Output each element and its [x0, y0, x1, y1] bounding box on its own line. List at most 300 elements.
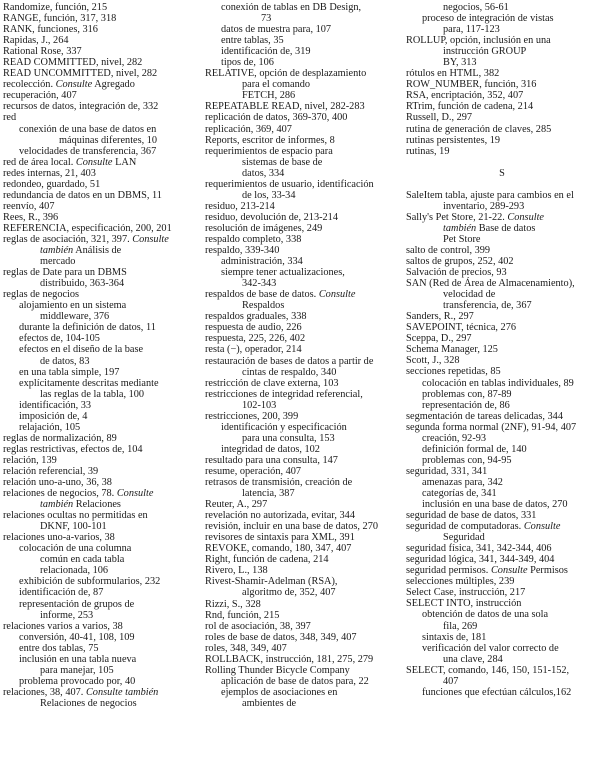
index-entry [205, 112, 403, 123]
index-entry [406, 654, 598, 665]
entry-text: identificación y especificación [221, 421, 347, 433]
index-entry [406, 333, 598, 344]
index-entry [406, 466, 598, 477]
index-entry [3, 621, 203, 632]
index-entry [406, 355, 598, 366]
entry-cross-reference: Consulte [507, 211, 545, 223]
index-entry [406, 521, 598, 532]
entry-text: respaldos graduales, 338 [205, 311, 307, 323]
index-entry [205, 245, 403, 256]
entry-text: una clave, 284 [443, 653, 503, 665]
index-entry [406, 665, 598, 676]
index-entry [3, 234, 203, 245]
entry-text: relación uno-a-uno, 36, 38 [3, 477, 112, 489]
index-entry [205, 444, 403, 455]
entry-text: redes internas, 21, 403 [3, 167, 96, 179]
index-entry [205, 676, 403, 687]
entry-cross-reference: Consulte [75, 156, 113, 168]
index-entry [406, 609, 598, 620]
entry-text: Right, función de cadena, 214 [205, 554, 329, 566]
index-entry [406, 532, 598, 543]
entry-text: durante la definición de datos, 11 [19, 322, 156, 334]
entry-text: requerimientos de espacio para [205, 145, 333, 157]
index-entry [406, 389, 598, 400]
index-entry [3, 112, 203, 123]
entry-text: roles, 348, 349, 407 [205, 642, 287, 654]
entry-text: explícitamente descritas mediante [19, 377, 159, 389]
entry-text: ROW_NUMBER, función, 316 [406, 79, 537, 91]
index-entry [3, 554, 203, 565]
entry-text: integridad de datos, 102 [221, 443, 320, 455]
index-entry [3, 212, 203, 223]
index-entry [406, 488, 598, 499]
index-entry [205, 46, 403, 57]
index-entry [205, 101, 403, 112]
entry-text: RTrim, función de cadena, 214 [406, 101, 534, 113]
entry-text: RANK, funciones, 316 [3, 24, 98, 36]
entry-text: saltos de grupos, 252, 402 [406, 255, 514, 267]
entry-reference-target: Agregado [92, 79, 135, 91]
entry-text: Relaciones de negocios [40, 697, 137, 709]
index-entry [3, 168, 203, 179]
index-entry [406, 422, 598, 433]
entry-text: respuesta, 225, 226, 402 [205, 333, 306, 345]
index-entry [205, 665, 403, 676]
entry-text: Seguridad [443, 532, 485, 544]
index-entry [3, 378, 203, 389]
entry-text: 407 [443, 675, 459, 687]
entry-text: rol de asociación, 38, 397 [205, 620, 311, 632]
entry-text: problema provocado por, 40 [19, 675, 136, 687]
index-entry [406, 400, 598, 411]
entry-text: transferencia, de, 367 [443, 300, 532, 312]
index-entry [205, 378, 403, 389]
entry-text: restricciones, 200, 399 [205, 410, 299, 422]
entry-text: conversión, 40-41, 108, 109 [19, 631, 135, 643]
entry-text: red de área local. [3, 156, 76, 168]
index-entry [205, 698, 403, 709]
entry-text: para manejar, 105 [40, 664, 114, 676]
entry-text: rótulos en HTML, 382 [406, 68, 500, 80]
index-entry [3, 422, 203, 433]
entry-cross-reference: Consulte [318, 289, 356, 301]
entry-text: ROLLUP, opción, inclusión en una [406, 35, 551, 47]
entry-text: Rivero, L., 138 [205, 565, 268, 577]
entry-text: las reglas de la tabla, 100 [40, 388, 145, 400]
entry-reference-target: LAN [112, 156, 137, 168]
index-entry [406, 598, 598, 609]
entry-text: identificación de, 319 [221, 46, 311, 58]
index-entry [406, 632, 598, 643]
entry-text: efectos de, 104-105 [19, 333, 100, 345]
index-entry [406, 576, 598, 587]
entry-text: SAVEPOINT, técnica, 276 [406, 322, 517, 334]
index-entry [3, 333, 203, 344]
entry-text: velocidad de [443, 289, 496, 301]
entry-text: para el comando [242, 79, 311, 91]
entry-text: seguridad, 331, 341 [406, 465, 488, 477]
entry-text: REFERENCIA, especificación, 200, 201 [3, 222, 172, 234]
entry-text: FETCH, 286 [242, 90, 296, 102]
entry-text: informe, 253 [40, 609, 94, 621]
index-entry [205, 333, 403, 344]
entry-text: sistemas de base de [242, 156, 323, 168]
index-entry [3, 654, 203, 665]
index-entry [205, 179, 403, 190]
entry-text: problemas con, 87-89 [422, 388, 512, 400]
entry-text: revisión, incluir en una base de datos, 270 [205, 521, 379, 533]
index-entry [205, 687, 403, 698]
index-entry [3, 300, 203, 311]
index-column-1 [3, 2, 203, 709]
entry-text: SELECT, comando, 146, 150, 151-152, [406, 664, 570, 676]
entry-text: Rizzi, S., 328 [205, 598, 261, 610]
entry-text: ROLLBACK, instrucción, 181, 275, 279 [205, 653, 374, 665]
entry-text: residuo, devolución de, 213-214 [205, 211, 338, 223]
index-entry [205, 422, 403, 433]
section-letter: S [499, 167, 505, 179]
index-entry [406, 322, 598, 333]
index-entry [406, 24, 598, 35]
entry-text: instrucción GROUP [443, 46, 527, 58]
entry-text: READ COMMITTED, nivel, 282 [3, 57, 143, 69]
index-entry [205, 300, 403, 311]
entry-text: entre dos tablas, 75 [19, 642, 99, 654]
entry-text: exhibición de subformularios, 232 [19, 576, 161, 588]
entry-text: ambientes de [242, 697, 297, 709]
index-entry [205, 565, 403, 576]
index-entry [406, 366, 598, 377]
index-entry [406, 68, 598, 79]
index-entry [205, 632, 403, 643]
index-entry [205, 68, 403, 79]
entry-text: SAN (Red de Área de Almacenamiento), [406, 278, 575, 290]
entry-text: proceso de integración de vistas [422, 13, 554, 25]
index-entry [3, 477, 203, 488]
entry-text: seguridad permisos. [406, 565, 491, 577]
entry-text: REPEATABLE READ, nivel, 282-283 [205, 101, 365, 113]
entry-text: de datos, 83 [40, 355, 90, 367]
entry-text: problemas con, 94-95 [422, 454, 512, 466]
index-entry [406, 587, 598, 598]
index-entry [205, 521, 403, 532]
index-entry [406, 289, 598, 300]
index-entry [3, 576, 203, 587]
index-entry [406, 245, 598, 256]
index-entry [205, 477, 403, 488]
entry-text: Rees, R., 396 [3, 211, 59, 223]
index-entry [205, 311, 403, 322]
entry-text: READ UNCOMMITTED, nivel, 282 [3, 68, 158, 80]
index-entry [3, 267, 203, 278]
entry-reference-target: Análisis de [73, 245, 122, 257]
entry-text: Reports, escritor de informes, 8 [205, 134, 335, 146]
entry-text: REVOKE, comando, 180, 347, 407 [205, 543, 352, 555]
entry-cross-reference: también [40, 245, 74, 257]
entry-text: inclusión en una tabla nueva [19, 653, 137, 665]
index-entry [205, 643, 403, 654]
entry-cross-reference: también [443, 222, 477, 234]
entry-text: Rapidas, J., 264 [3, 35, 69, 47]
index-entry [3, 610, 203, 621]
entry-text: representación de grupos de [19, 598, 135, 610]
index-entry [3, 278, 203, 289]
entry-text: relación, 139 [3, 454, 57, 466]
index-entry [3, 157, 203, 168]
index-entry [205, 90, 403, 101]
entry-cross-reference: Consulte también [85, 686, 159, 698]
index-entry [205, 510, 403, 521]
entry-text: Sally's Pet Store, 21-22. [406, 211, 508, 223]
entry-text: relación referencial, 39 [3, 465, 99, 477]
entry-text: distribuido, 363-364 [40, 278, 125, 290]
entry-text: Pet Store [443, 233, 481, 245]
entry-text: relaciones ocultas no permitidas en [3, 510, 148, 522]
index-entry [406, 223, 598, 234]
index-entry [205, 411, 403, 422]
entry-text: selecciones múltiples, 239 [406, 576, 515, 588]
index-entry [3, 389, 203, 400]
entry-text: replicación, 369, 407 [205, 123, 292, 135]
index-entry [205, 223, 403, 234]
entry-text: respaldo, 339-340 [205, 245, 280, 257]
index-entry [3, 444, 203, 455]
entry-text: recolección. [3, 79, 56, 91]
entry-text: conexión de una base de datos en [19, 123, 157, 135]
entry-text: Russell, D., 297 [406, 112, 473, 124]
entry-text: RANGE, función, 317, 318 [3, 13, 117, 25]
index-entry [205, 543, 403, 554]
index-entry [3, 68, 203, 79]
entry-text: Rational Rose, 337 [3, 46, 82, 58]
index-entry [205, 79, 403, 90]
entry-cross-reference: también [40, 499, 74, 511]
entry-text: colocación de una columna [19, 543, 132, 555]
entry-text: de los, 33-34 [242, 189, 296, 201]
entry-text: algoritmo de, 352, 407 [242, 587, 336, 599]
index-entry [205, 400, 403, 411]
entry-text: relaciones uno-a-varios, 38 [3, 532, 115, 544]
entry-text: relajación, 105 [19, 421, 81, 433]
entry-text: verificación del valor correcto de [422, 642, 559, 654]
index-entry [205, 35, 403, 46]
index-entry [205, 57, 403, 68]
index-entry [406, 687, 598, 698]
entry-text: reglas de normalización, 89 [3, 432, 117, 444]
entry-cross-reference: Consulte [523, 521, 561, 533]
index-entry [3, 35, 203, 46]
index-entry [205, 278, 403, 289]
index-entry [205, 389, 403, 400]
entry-text: rutinas persistentes, 19 [406, 134, 501, 146]
index-entry [406, 433, 598, 444]
entry-reference-target: Base de datos [476, 222, 536, 234]
index-entry [406, 676, 598, 687]
index-entry [205, 367, 403, 378]
entry-text: máquinas diferentes, 10 [59, 134, 158, 146]
entry-text: SELECT INTO, instrucción [406, 598, 522, 610]
index-entry [406, 455, 598, 466]
entry-text: Salvación de precios, 93 [406, 267, 507, 279]
index-entry [3, 57, 203, 68]
entry-text: seguridad de computadoras. [406, 521, 524, 533]
entry-text: red [3, 112, 17, 124]
entry-text: identificación, 33 [19, 399, 92, 411]
entry-text: relaciones varios a varios, 38 [3, 620, 123, 632]
index-entry [3, 24, 203, 35]
entry-text: restricción de clave externa, 103 [205, 377, 339, 389]
index-entry [406, 46, 598, 57]
entry-text: respaldo completo, 338 [205, 233, 302, 245]
entry-text: revisores de sintaxis para XML, 391 [205, 532, 355, 544]
entry-text: Rolling Thunder Bicycle Company [205, 664, 350, 676]
entry-cross-reference: Consulte [132, 233, 169, 245]
entry-text: seguridad lógica, 341, 344-349, 404 [406, 554, 555, 566]
index-entry [406, 278, 598, 289]
index-column-3 [406, 2, 598, 698]
entry-text: relaciones de negocios, 78. [3, 488, 117, 500]
index-entry [406, 554, 598, 565]
entry-text: alojamiento en un sistema [19, 300, 127, 312]
index-entry [406, 79, 598, 90]
entry-text: inclusión en una base de datos, 270 [422, 499, 568, 511]
entry-reference-target: Permisos [527, 565, 568, 577]
entry-text: cintas de respaldo, 340 [242, 366, 337, 378]
index-entry [205, 576, 403, 587]
index-entry [205, 124, 403, 135]
entry-text: velocidades de transferencia, 367 [19, 145, 157, 157]
index-entry [406, 499, 598, 510]
index-entry [406, 57, 598, 68]
index-entry [3, 587, 203, 598]
index-entry [205, 599, 403, 610]
index-entry [3, 322, 203, 333]
entry-text: residuo, 213-214 [205, 200, 275, 212]
index-column-2 [205, 2, 403, 709]
entry-text: colocación en tablas individuales, 89 [422, 377, 574, 389]
index-entry [3, 135, 203, 146]
entry-text: 73 [261, 13, 272, 25]
entry-text: categorías de, 341 [422, 487, 497, 499]
index-entry [205, 610, 403, 621]
index-entry [3, 245, 203, 256]
entry-text: definición formal de, 140 [422, 443, 527, 455]
index-entry [3, 367, 203, 378]
index-entry [205, 488, 403, 499]
index-entry [3, 499, 203, 510]
entry-text: inventario, 289-293 [443, 200, 525, 212]
entry-text: ejemplos de asociaciones en [221, 686, 338, 698]
index-entry [3, 543, 203, 554]
entry-text: recuperación, 407 [3, 90, 77, 102]
index-entry [205, 13, 403, 24]
index-entry [205, 466, 403, 477]
entry-text: 102-103 [242, 399, 277, 411]
index-entry [406, 135, 598, 146]
entry-text: datos, 334 [242, 167, 285, 179]
entry-text: DKNF, 100-101 [40, 521, 107, 533]
index-entry [205, 212, 403, 223]
entry-text: tipos de, 106 [221, 57, 274, 69]
entry-text: RSA, encriptación, 352, 407 [406, 90, 524, 102]
index-entry [406, 146, 598, 157]
index-entry [406, 212, 598, 223]
entry-cross-reference: Consulte [116, 488, 154, 500]
index-entry [3, 521, 203, 532]
index-entry [3, 311, 203, 322]
entry-text: salto de control, 399 [406, 244, 491, 256]
index-entry [3, 79, 203, 90]
entry-text: Rivest-Shamir-Adelman (RSA), [205, 576, 338, 588]
index-entry [3, 400, 203, 411]
entry-text: fila, 269 [443, 620, 478, 632]
entry-text: aplicación de base de datos para, 22 [221, 675, 369, 687]
entry-text: creación, 92-93 [422, 432, 487, 444]
entry-text: representación de, 86 [422, 399, 510, 411]
index-entry [205, 135, 403, 146]
index-entry [3, 698, 203, 709]
entry-text: restricciones de integridad referencial, [205, 388, 363, 400]
entry-text: Respaldos [242, 300, 285, 312]
index-entry [3, 455, 203, 466]
entry-text: Randomize, función, 215 [3, 2, 108, 13]
index-entry [205, 455, 403, 466]
index-entry [3, 488, 203, 499]
index-entry [406, 234, 598, 245]
entry-text: resolución de imágenes, 249 [205, 222, 323, 234]
index-entry [406, 411, 598, 422]
index-entry [3, 101, 203, 112]
index-entry [406, 267, 598, 278]
entry-text: reglas de asociación, 321, 397. [3, 233, 133, 245]
entry-text: datos de muestra para, 107 [221, 24, 332, 36]
index-entry [3, 676, 203, 687]
entry-text: Scott, J., 328 [406, 355, 460, 367]
index-entry [205, 587, 403, 598]
entry-text: middleware, 376 [40, 311, 110, 323]
entry-text: seguridad física, 341, 342-344, 406 [406, 543, 552, 555]
entry-text: Sceppa, D., 297 [406, 333, 472, 345]
entry-text: redundancia de datos en un DBMS, 11 [3, 189, 162, 201]
index-entry [205, 344, 403, 355]
entry-text: relacionada, 106 [40, 565, 109, 577]
index-entry [3, 687, 203, 698]
index-entry [3, 643, 203, 654]
entry-reference-target: Relaciones [73, 499, 121, 511]
index-entry [406, 101, 598, 112]
index-entry [3, 289, 203, 300]
entry-text: siempre tener actualizaciones, [221, 267, 345, 279]
index-entry [406, 344, 598, 355]
index-entry [205, 201, 403, 212]
index-entry [205, 433, 403, 444]
entry-text: relaciones, 38, 407. [3, 686, 86, 698]
index-entry [205, 24, 403, 35]
index-entry [205, 256, 403, 267]
entry-text: conexión de tablas en DB Design, [221, 2, 362, 13]
index-entry [406, 13, 598, 24]
index-entry [3, 256, 203, 267]
index-entry [406, 621, 598, 632]
index-entry [3, 179, 203, 190]
index-entry [406, 510, 598, 521]
index-entry [205, 356, 403, 367]
index-entry [406, 90, 598, 101]
index-entry [406, 190, 598, 201]
entry-text: resume, operación, 407 [205, 465, 302, 477]
index-entry [3, 344, 203, 355]
index-entry [205, 654, 403, 665]
